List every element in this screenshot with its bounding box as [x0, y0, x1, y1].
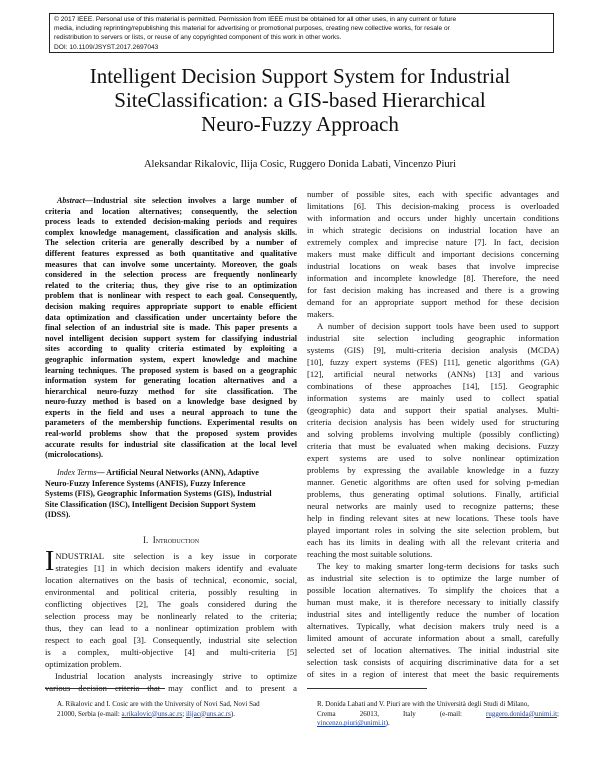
body-line: conflicting objectives [2], The goals considered during the — [45, 599, 297, 609]
body-line: information and incomplete knowledge [8]. Therefore, the need — [307, 273, 559, 283]
body-line: problems by expressing the available knowledge in a fuzzy — [307, 465, 559, 475]
body-line: for fast decision making has increased and there is a growing — [307, 285, 559, 295]
body-line: strategies [1] in which decision makers identify and evaluate — [55, 563, 297, 573]
index-terms — [45, 468, 297, 521]
drop-cap: I — [45, 546, 55, 577]
body-line: location alternatives on the basis of technical, economic, social, — [45, 575, 297, 585]
body-line: human must make, it is therefore necessary to initially classify — [307, 597, 559, 607]
section-heading — [45, 535, 297, 545]
footnote-rule — [45, 688, 165, 689]
body-line: manner. Genetic algorithms are often used for solving p-median — [307, 477, 559, 487]
abstract-line: complex knowledge management, classification and analysis skills. — [45, 227, 297, 237]
body-line: combinations of these approaches [14], [15]. Geographic — [307, 381, 559, 391]
body-line: expert systems are used to solve nonlinear optimization — [307, 453, 559, 463]
index-terms-line: (IDSS). — [45, 510, 71, 520]
body-line: and solving problems involving multiple (possibly conflicting) — [307, 429, 559, 439]
email-link[interactable]: a.rikalovic@uns.ac.rs — [121, 709, 183, 718]
title-line: SiteClassification: a GIS-based Hierarchical — [114, 88, 486, 112]
abstract-line: (microlocations). — [45, 450, 104, 460]
body-line: help in finding relevant sites at new locations. These tools have — [307, 513, 559, 523]
body-line: extremely complex and imprecise nature [7]. In fact, decision — [307, 237, 559, 247]
body-line: industrial sites and intelligently reduce the number of location — [307, 609, 559, 619]
body-line: alternatives. Typically, what decision makers truly need is a — [307, 621, 559, 631]
body-line: [12], artificial neural networks (ANNs) [13] and various — [307, 369, 559, 379]
body-line: in which strategic decisions on industrial location have an — [307, 225, 559, 235]
body-line: limitations [6]. This decision-making process is overloaded — [307, 201, 559, 211]
body-line: makers must make difficult and important decisions concerning — [307, 249, 559, 259]
footnote-line: 21000, Serbia (e-mail: a.rikalovic@uns.ac.rs; ilijac@uns.ac.rs). — [57, 709, 235, 718]
body-line: A number of decision support tools have been used to support — [317, 321, 559, 331]
footnote-affiliation-left — [57, 700, 297, 719]
abstract-line: data optimization and classification under uncertainty before the — [45, 312, 297, 322]
body-line: neural networks are mainly used to recognize patterns; these — [307, 501, 559, 511]
body-line: Industrial location analysts increasingly strive to optimize — [55, 671, 297, 681]
right-column-text — [307, 188, 559, 680]
index-terms-line: Site Classification (ISC), Intelligent Decision Support System — [45, 499, 256, 509]
footnote-line: R. Donida Labati and V. Piuri are with the Università degli Studi di Milano, — [317, 700, 530, 708]
body-line: with information and occurs under highly uncertain conditions — [307, 213, 559, 223]
abstract-line: problem that is nonlinear with respect to each goal. Consequently, — [45, 291, 297, 301]
body-line: each has its limits in dealing with all the relevant criteria and — [307, 537, 559, 547]
body-line: respect to each goal [3]. Consequently, industrial site selection — [45, 635, 297, 645]
index-terms-line: Neuro-Fuzzy Inference Systems (ANFIS), Fuzzy Inference — [45, 478, 246, 488]
body-line: systems (GIS) [9], multi-criteria decision analysis (MCDA) — [307, 345, 559, 355]
abstract-line: geographic information system, expert knowledge and machine — [45, 354, 297, 364]
abstract-line: related to the criteria; thus, they give rise to an optimization — [45, 280, 297, 290]
body-line: environmental and political criteria, possibly resulting in — [45, 587, 297, 597]
abstract-line: The selection criteria are generally described by a number of — [45, 238, 297, 248]
body-line: limited amount of accurate information about a small, carefully — [307, 633, 559, 643]
body-line: makers. — [307, 309, 334, 319]
abstract-line: final selection of an industrial site is made. This paper presents a — [45, 323, 297, 333]
footnote-line: A. Rikalovic and I. Cosic are with the University of Novi Sad, Novi Sad — [57, 700, 260, 708]
abstract-line: learning techniques. The proposed system is based on a geographic — [45, 365, 297, 375]
email-link[interactable]: ilijac@uns.ac.rs — [185, 709, 231, 718]
body-line: optimization problem. — [45, 659, 122, 669]
body-line: reaching the most suitable solutions. — [307, 549, 433, 559]
body-line: selection task consists of acquiring discriminative data for a set — [307, 657, 559, 667]
email-link[interactable]: vincenzo.piuri@unimi.it — [317, 719, 386, 727]
body-line: possible location alternatives. To simplify the choices that a — [307, 585, 559, 595]
abstract-line: Abstract—Industrial site selection involves a large number of — [57, 196, 297, 205]
footnote-affiliation-right — [317, 700, 559, 729]
body-line: demand for an appropriate support method for these decision — [307, 297, 559, 307]
intro-paragraph — [45, 546, 297, 694]
title-line: Neuro-Fuzzy Approach — [201, 112, 399, 136]
body-line: selected set of location alternatives. The initial industrial site — [307, 645, 559, 655]
section-title: Introduction — [152, 535, 200, 545]
body-line: various decision criteria that may conflict and to present a — [45, 683, 297, 693]
body-line: industrial locations on weak bases that involve imprecise — [307, 261, 559, 271]
section-number: I. — [142, 535, 149, 545]
body-line: played important roles in solving the site selection problem, but — [307, 525, 559, 535]
copyright-notice — [49, 13, 554, 53]
abstract-line: considered in the selection process are frequently nonlinearly — [45, 270, 297, 280]
body-line: number of possible sites, each with specific advantages and — [307, 189, 559, 199]
abstract-line: neuro-fuzzy method is based on a knowledge base designed by — [45, 397, 297, 407]
abstract-line: sites according to quality criteria estimated by exploiting a — [45, 344, 297, 354]
body-line: problems, thus generating optimal solutions. Finally, artificial — [307, 489, 559, 499]
paper-title — [40, 64, 560, 136]
abstract — [45, 196, 297, 461]
copyright-line: © 2017 IEEE. Personal use of this material is permitted. Permission from IEEE must be obtained for all other uses, in any current or future — [54, 16, 457, 23]
body-line: industrial site selection including geographic information — [307, 333, 559, 343]
title-line: Intelligent Decision Support System for Industrial — [89, 64, 511, 88]
footnote-rule — [307, 688, 427, 689]
abstract-line: information system for generating location alternatives and a — [45, 376, 297, 386]
body-line: thus, they can lead to a nonlinear optimization problem with — [45, 623, 297, 633]
body-line: (geographic) data and support their spatial analyses. Multi- — [307, 405, 559, 415]
body-line: The key to making smarter long-term decisions for tasks such — [317, 561, 559, 571]
body-line: criteria decision analysis has been widely used for structuring — [307, 417, 559, 427]
index-terms-line: Index Terms— Artificial Neural Networks (ANN), Adaptive — [57, 468, 259, 477]
abstract-line: real-world problems show that the proposed system provides — [45, 429, 297, 439]
footnote-line: Crema 26013, Italy (e-mail: ruggero.donida@unimi.it; — [317, 709, 559, 718]
abstract-line: process leads to extended decision-making periods and requires — [45, 217, 297, 227]
body-line: [10], fuzzy expert systems (FES) [11], genetic algorithms (GA) — [307, 357, 559, 367]
abstract-line: different features expressed as both quantitative and qualitative — [45, 248, 297, 258]
abstract-label: Abstract — [57, 196, 85, 205]
copyright-line: media, including reprinting/republishing this material for advertising or promotional purposes, creating new collective works, for resale or — [54, 25, 450, 33]
abstract-line: hierarchical neuro-fuzzy method for site classification. The — [45, 386, 297, 396]
body-line: information systems are mainly used to collect spatial — [307, 393, 559, 403]
body-line: criteria that must be evaluated when making decisions. Fuzzy — [307, 441, 559, 451]
body-line: of sites in a region of interest that meet the basic requirements — [307, 669, 559, 679]
abstract-line: novel intelligent decision support system for classifying industrial — [45, 333, 297, 343]
email-link[interactable]: ruggero.donida@unimi.it — [486, 709, 558, 718]
copyright-line: redistribution to servers or lists, or reuse of any copyrighted component of this work in other works. — [54, 34, 342, 42]
abstract-line: criteria and location alternatives; consequently, the selection — [45, 206, 297, 216]
index-terms-label: Index Terms — [57, 468, 97, 477]
index-terms-line: Systems (FIS), Geographic Information Systems (GIS), Industrial — [45, 489, 272, 499]
body-line: selection process may be nonlinearly related to the criteria; — [45, 611, 297, 621]
author-list: Aleksandar Rikalovic, Ilija Cosic, Ruggero Donida Labati, Vincenzo Piuri — [143, 159, 457, 170]
abstract-line: parameters of the membership functions. Experimental results on — [45, 418, 297, 428]
abstract-line: experts in the field and uses a neural approach to tune the — [45, 407, 297, 417]
abstract-line: measures that can involve some uncertainty. Moreover, the goals — [45, 259, 297, 269]
footnote-line: vincenzo.piuri@unimi.it). — [317, 719, 390, 727]
body-line: as industrial site selection is to optimize the large number of — [307, 573, 559, 583]
abstract-line: decision making requires appropriate support to enable efficient — [45, 301, 297, 311]
body-line: NDUSTRIAL site selection is a key issue in corporate — [55, 551, 297, 561]
abstract-line: accurate results for industrial site classification at the local level — [45, 439, 297, 449]
doi-line: DOI: 10.1109/JSYST.2017.2697043 — [54, 43, 159, 51]
body-line: is a complex, multi-objective [4] and multi-criteria [5] — [45, 647, 297, 657]
